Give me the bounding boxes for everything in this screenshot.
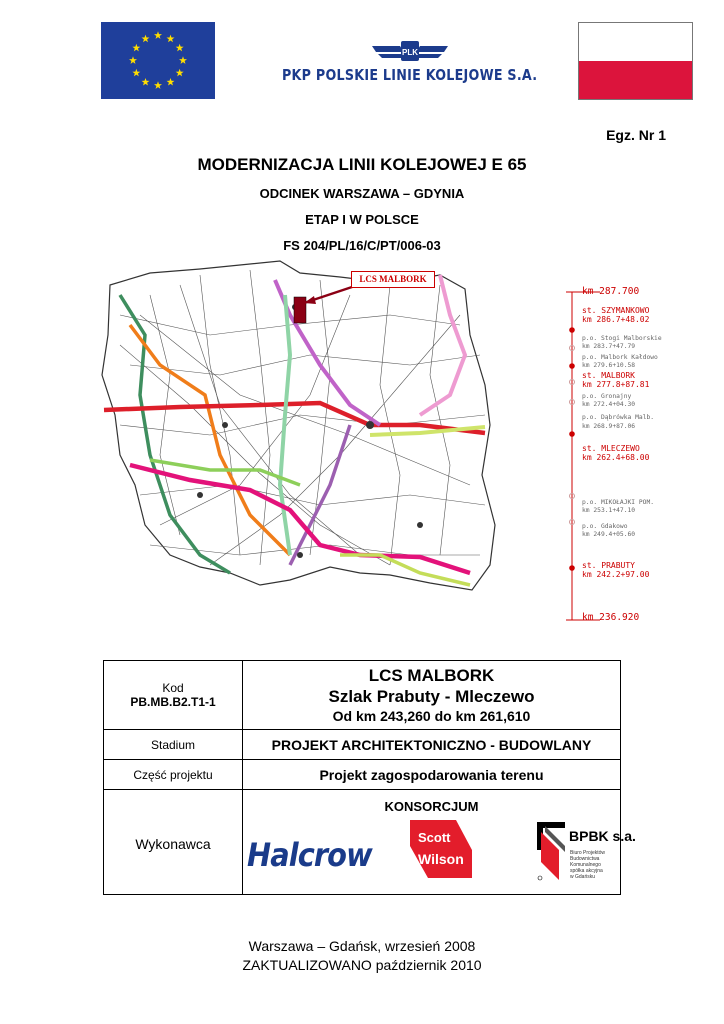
bpbk-description: Biuro Projektów Budownictwa Komunalnego spółka akcyjna w Gdańsku	[570, 849, 606, 880]
station-label: km 272.4+04.30	[582, 401, 636, 408]
lcs-km-range: Od km 243,260 do km 261,610	[332, 707, 531, 724]
map-callout-label: LCS MALBORK	[351, 271, 435, 288]
kod-label: Kod	[162, 681, 184, 695]
project-code: FS 204/PL/16/C/PT/006-03	[283, 238, 441, 253]
station-label: p.o. MIKOŁAJKI POM.	[582, 499, 655, 506]
project-part-value: Projekt zagospodarowania terenu	[243, 760, 621, 790]
station-label: km 279.6+10.58	[582, 362, 636, 369]
scott-wilson-logo	[406, 820, 476, 878]
station-label: st. MLECZEWO	[582, 444, 640, 453]
poland-flag-icon	[578, 22, 693, 100]
station-label: st. MALBORK	[582, 371, 635, 380]
lcs-title: LCS MALBORK	[368, 665, 495, 685]
station-label: km 262.4+68.00	[582, 453, 650, 462]
eu-flag-icon	[101, 22, 215, 99]
scott-text: Scott	[418, 829, 451, 845]
station-label: km 268.9+87.06	[582, 423, 636, 430]
stadium-label: Stadium	[104, 730, 243, 760]
station-label: p.o. Gronajny	[582, 393, 632, 400]
project-part-label: Część projektu	[104, 760, 243, 790]
station-label: km 286.7+48.02	[582, 315, 650, 324]
contractor-label: Wykonawca	[135, 836, 211, 852]
station-label: km 287.700	[582, 286, 640, 297]
station-label: km 236.920	[582, 612, 640, 623]
halcrow-logo: Halcrow	[247, 835, 372, 874]
consortium-label: KONSORCJUM	[384, 798, 479, 814]
pkp-logo-text: PLK	[402, 48, 418, 57]
project-info-table	[103, 660, 636, 895]
footer-updated: ZAKTUALIZOWANO październik 2010	[242, 957, 482, 973]
station-label: p.o. Dąbrówka Malb.	[582, 414, 655, 421]
station-label: km 277.8+87.81	[582, 380, 650, 389]
station-label: p.o. Malbork Kałdowo	[582, 354, 658, 361]
kod-value: PB.MB.B2.T1-1	[130, 695, 216, 709]
station-label: km 283.7+47.79	[582, 343, 636, 350]
document-title: MODERNIZACJA LINII KOLEJOWEJ E 65	[197, 155, 527, 174]
stage-title: ETAP I W POLSCE	[305, 212, 419, 227]
contractor-logos	[243, 814, 636, 894]
company-name: PKP POLSKIE LINIE KOLEJOWE S.A.	[282, 66, 538, 84]
railway-network-map	[90, 255, 510, 640]
lcs-cell	[243, 661, 621, 730]
station-label: st. SZYMANKOWO	[582, 306, 650, 315]
wilson-text: Wilson	[418, 850, 464, 867]
station-label: p.o. Gdakowo	[582, 523, 628, 530]
contractor-label-cell	[104, 790, 243, 895]
section-title: ODCINEK WARSZAWA – GDYNIA	[259, 186, 465, 201]
copy-number: Egz. Nr 1	[606, 127, 666, 143]
bpbk-name: BPBK s.a.	[569, 827, 636, 844]
pkp-plk-logo-icon	[370, 38, 450, 64]
lcs-route: Szlak Prabuty - Mleczewo	[328, 686, 535, 706]
stadium-value: PROJEKT ARCHITEKTONICZNO - BUDOWLANY	[243, 730, 621, 760]
station-label: km 242.2+97.00	[582, 570, 650, 579]
station-label: p.o. Stogi Malborskie	[582, 335, 662, 342]
station-label: st. PRABUTY	[582, 561, 635, 570]
station-label: km 249.4+05.60	[582, 531, 636, 538]
line-stations-diagram	[560, 286, 710, 626]
kod-cell	[104, 661, 243, 730]
footer-place-date: Warszawa – Gdańsk, wrzesień 2008	[248, 938, 476, 954]
contractor-cell	[243, 790, 636, 895]
station-label: km 253.1+47.10	[582, 507, 636, 514]
